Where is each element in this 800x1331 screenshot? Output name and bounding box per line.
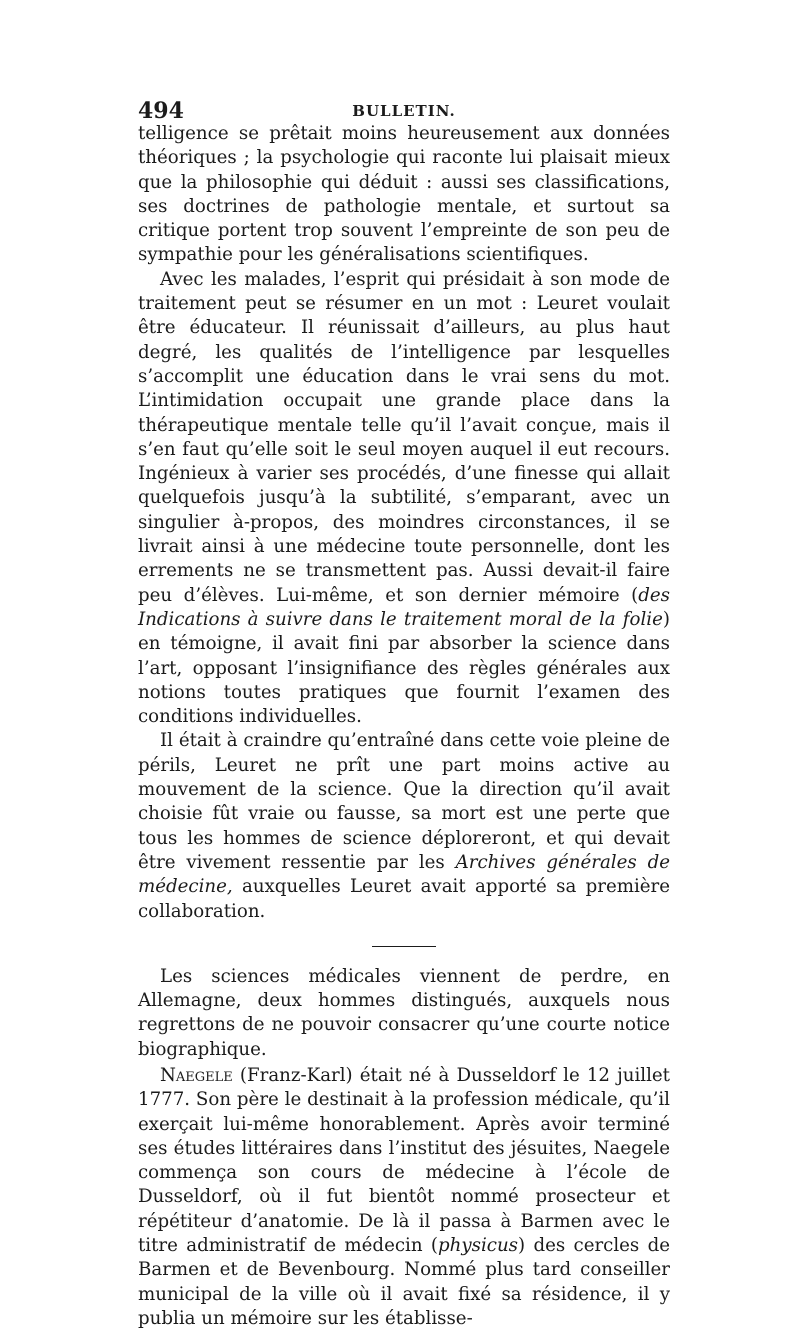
page-number: 494 xyxy=(138,98,184,124)
paragraph-treatment-text-b: ) en témoigne, il avait fini par absorber la science dans l’art, opposant l’insignifiance des règles générales aux notions toutes pratiques que fournit l’examen des conditions individuelles. xyxy=(138,608,670,728)
paragraph-naegele-text-b: ) des cercles de Barmen et de Bevenbourg. Nommé plus tard conseiller municipal de la ville où il avait fixé sa résidence, il y publia un mémoire sur les établisse- xyxy=(138,1235,671,1329)
running-title: BULLETIN. xyxy=(352,102,456,120)
paragraph-loss xyxy=(138,729,670,923)
naegele-name: Naegele xyxy=(160,1064,233,1086)
journal-title: Archives générales de médecine, xyxy=(138,851,670,898)
paragraph-treatment-text-a: Avec les malades, l’esprit qui présidait à son mode de traitement peut se résumer en un mot : Leuret voulait être éducateur. Il réunissait d’ailleurs, au plus haut degré, les qualités de l’intelligence par lesquelles s’accomplit une éducation dans le vrai sens du mot. L’intimidation occupait une grande place dans la thérapeutique mentale telle qu’il l’avait conçue, mais il s’en faut qu’elle soit le seul moyen auquel il eut recours. Ingénieux à varier ses procédés, d’une finesse qui allait quelquefois jusqu’à la subtilité, s’emparant, avec un singulier à-propos, des moindres circonstances, il se livrait ainsi à une médecine toute personnelle, dont les errements ne se transmettent pas. Aussi devait-il faire peu d’élèves. Lui-même, et son dernier mémoire ( xyxy=(138,268,670,606)
paragraph-naegele-text-a: (Franz-Karl) était né à Dusseldorf le 12 juillet 1777. Son père le destinait à la profession médicale, qu’il exerçait lui-même honorablement. Après avoir terminé ses études littéraires dans l’institut des jésuites, Naegele commença son cours de médecine à l’école de Dusseldorf, où il fut bientôt nommé prosecteur et répétiteur d’anatomie. De là il passa à Barmen avec le titre administratif de médecin ( xyxy=(138,1064,670,1257)
paragraph-loss-text-b: auxquelles Leuret avait apporté sa première collaboration. xyxy=(138,876,670,922)
memoir-title: des Indications à suivre dans le traitement moral de la folie xyxy=(138,584,670,630)
body-text xyxy=(138,122,670,1331)
paragraph-intro-germany: Les sciences médicales viennent de perdre, en Allemagne, deux hommes distingués, auxquels nous regrettons de ne pouvoir consacrer qu’une courte notice biographique. xyxy=(138,965,670,1060)
paragraph-naegele xyxy=(138,1064,670,1331)
physicus-term: physicus xyxy=(438,1235,519,1257)
section-divider xyxy=(372,946,436,947)
paragraph-treatment xyxy=(138,268,670,730)
paragraph-continuation: telligence se prêtait moins heureusement aux données théoriques ; la psychologie qui raconte lui plaisait mieux que la philosophie qui déduit : aussi ses classifications, ses doctrines de pathologie mentale, et surtout sa critique portent trop souvent l’empreinte de son peu de sympathie pour les généralisations scientifiques. xyxy=(138,123,670,266)
paragraph-loss-text-a: Il était à craindre qu’entraîné dans cette voie pleine de périls, Leuret ne prît une part moins active au mouvement de la science. Que la direction qu’il avait choisie fût vraie ou fausse, sa mort est une perte que tous les hommes de science déploreront, et qui devait être vivement ressentie par les xyxy=(138,730,670,873)
